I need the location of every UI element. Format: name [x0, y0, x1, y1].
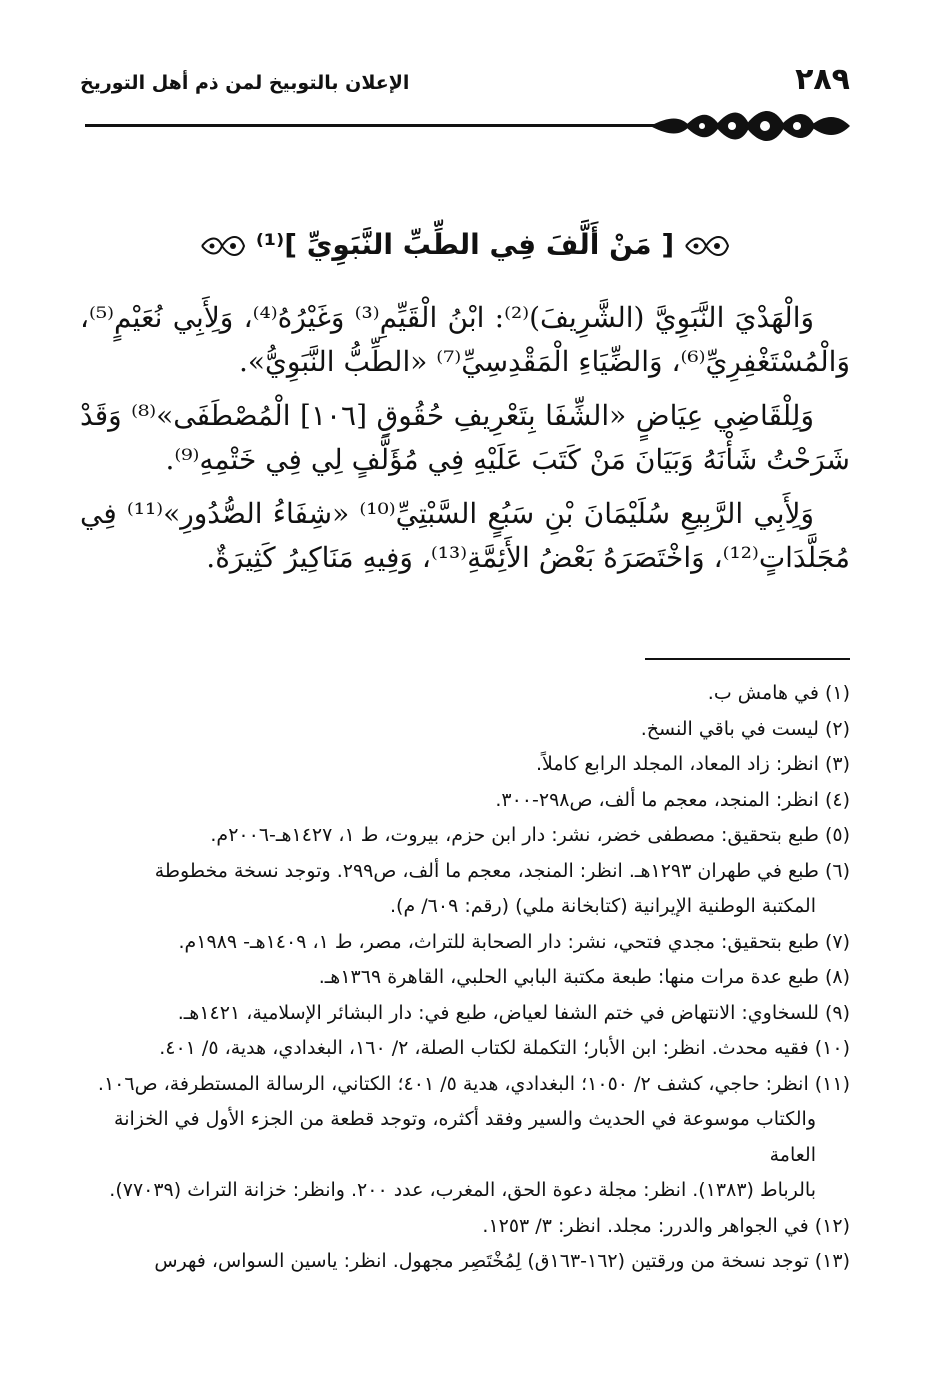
footnote-number: (٢): [824, 717, 850, 740]
footnote: [80, 1209, 850, 1245]
paragraph: وَلِأَبِي الرَّبِيعِ سُلَيْمَانَ بْنِ سَبُعٍ السَّبْتِيِّ⁽¹⁰⁾ «شِفَاءُ الصُّدُورِ»⁽¹¹⁾ فِي مُجَلَّدَاتٍ⁽¹²⁾، وَاخْتَصَرَهُ بَعْضُ الأَئِمَّةِ⁽¹³⁾، وَفِيهِ مَنَاكِيرُ كَثِيرَةٌ.: [80, 497, 850, 574]
footnote-text: انظر: حاجي، كشف ٢/ ١٠٥٠؛ البغدادي، هدية ٥/ ٤٠١؛ الكتاني، الرسالة المستطرفة، ص١٠٦.: [97, 1072, 809, 1095]
footnote-number: (٩): [824, 1001, 850, 1024]
main-text: [80, 296, 850, 590]
page-number: ٢٨٩: [795, 62, 850, 97]
footnote-continuation: بالرباط (١٣٨٣). انظر: مجلة دعوة الحق، المغرب، عدد ٢٠٠. وانظر: خزانة التراث (٧٧٠٣٩).: [109, 1179, 816, 1201]
footnote: [80, 1244, 850, 1280]
footnote: [80, 996, 850, 1032]
footnote: [80, 783, 850, 819]
footnote: [80, 712, 850, 748]
footnote-number: (٥): [824, 824, 850, 846]
footnote-number: (١١): [814, 1072, 850, 1095]
footnote-number: (٤): [824, 788, 850, 811]
footnote-continuation: المكتبة الوطنية الإيرانية (كتابخانة ملي) (رقم: ٦٠٩/ م).: [390, 895, 816, 917]
footnote-number: (٣): [824, 753, 850, 775]
header-rule: [85, 124, 655, 127]
footnote-text: فقيه محدث. انظر: ابن الأبار؛ التكملة لكتاب الصلة، ٢/ ١٦٠، البغدادي، هدية، ٥/ ٤٠١.: [159, 1037, 809, 1059]
footnote-text: في هامش ب.: [707, 682, 819, 704]
footnote-number: (١): [824, 682, 850, 704]
footnote-number: (٦): [824, 859, 850, 882]
footnote-number: (١٢): [814, 1214, 850, 1237]
footnote-number: (١٣): [814, 1250, 850, 1272]
footnote: [80, 854, 850, 890]
footnote: [80, 960, 850, 996]
footnote-number: (٨): [824, 966, 850, 988]
footnote: [80, 818, 850, 854]
footnote-text: انظر: زاد المعاد، المجلد الرابع كاملاً.: [535, 753, 819, 775]
footnote-text: انظر: المنجد، معجم ما ألف، ص٢٩٨-٣٠٠.: [495, 788, 819, 811]
heading-text: [ مَنْ أَلَّفَ فِي الطِّبِّ النَّبَوِيِّ ]⁽¹⁾: [255, 228, 675, 261]
footnote: [80, 676, 850, 712]
footnote-text: طبع بتحقيق: مصطفى خضر، نشر: دار ابن حزم، بيروت، ط ١، ١٤٢٧هـ-٢٠٠٦م.: [210, 824, 819, 846]
footnote-text: للسخاوي: الانتهاض في ختم الشفا لعياض، طبع في: دار البشائر الإسلامية، ١٤٢١هـ.: [177, 1001, 819, 1024]
section-heading: [0, 228, 930, 261]
heading-ornament-right-icon: [200, 233, 246, 259]
footnote-text: في الجواهر والدرر: مجلد. انظر: ٣/ ١٢٥٣.: [482, 1214, 809, 1237]
footnote: [80, 1031, 850, 1067]
footnote: [80, 925, 850, 961]
footnote: [80, 747, 850, 783]
footnote-text: طبع عدة مرات منها: طبعة مكتبة البابي الحلبي، القاهرة ١٣٦٩هـ.: [318, 966, 819, 988]
footnote-separator: [645, 658, 850, 660]
footnote-number: (١٠): [814, 1037, 850, 1059]
footnotes: [80, 676, 850, 1280]
footnote-text: طبع في طهران ١٢٩٣هـ. انظر: المنجد، معجم ما ألف، ص٢٩٩. وتوجد نسخة مخطوطة: [154, 859, 819, 882]
running-title: الإعلان بالتوبيخ لمن ذم أهل التوريخ: [80, 72, 410, 94]
footnote-number: (٧): [824, 930, 850, 953]
paragraph: وَلِلْقَاضِي عِيَاضٍ «الشِّفَا بِتَعْرِيفِ حُقُوقِ [١٠٦] الْمُصْطَفَى»⁽⁸⁾ وَقَدْ شَرَحْتُ شَأْنَهُ وَبَيَانَ مَنْ كَتَبَ عَلَيْهِ فِي مُؤَلَّفٍ لِي فِي خَتْمِهِ⁽⁹⁾.: [80, 399, 850, 476]
heading-ornament-left-icon: [684, 233, 730, 259]
footnote-text: توجد نسخة من ورقتين (١٦٢-١٦٣ق) لِمُخْتَصِر مجهول. انظر: ياسين السواس، فهرس: [154, 1250, 809, 1272]
header-ornament-icon: [650, 106, 850, 146]
footnote-text: ليست في باقي النسخ.: [640, 717, 819, 740]
footnote-text: طبع بتحقيق: مجدي فتحي، نشر: دار الصحابة للتراث، مصر، ط ١، ١٤٠٩هـ- ١٩٨٩م.: [178, 930, 819, 953]
footnote-continuation: والكتاب موسوعة في الحديث والسير وفقد أكثره، وتوجد قطعة من الجزء الأول في الخزانة العامة: [114, 1108, 816, 1166]
paragraph: وَالْهَدْيَ النَّبَوِيَّ (الشَّرِيفَ)⁽²⁾: ابْنُ الْقَيِّمِ⁽³⁾ وَغَيْرُهُ⁽⁴⁾، وَلِأَبِي نُعَيْمٍ⁽⁵⁾، وَالْمُسْتَغْفِرِيِّ⁽⁶⁾، وَالضِّيَاءِ الْمَقْدِسِيِّ⁽⁷⁾ «الطِّبُّ النَّبَوِيُّ».: [80, 301, 850, 378]
footnote: [80, 1067, 850, 1103]
